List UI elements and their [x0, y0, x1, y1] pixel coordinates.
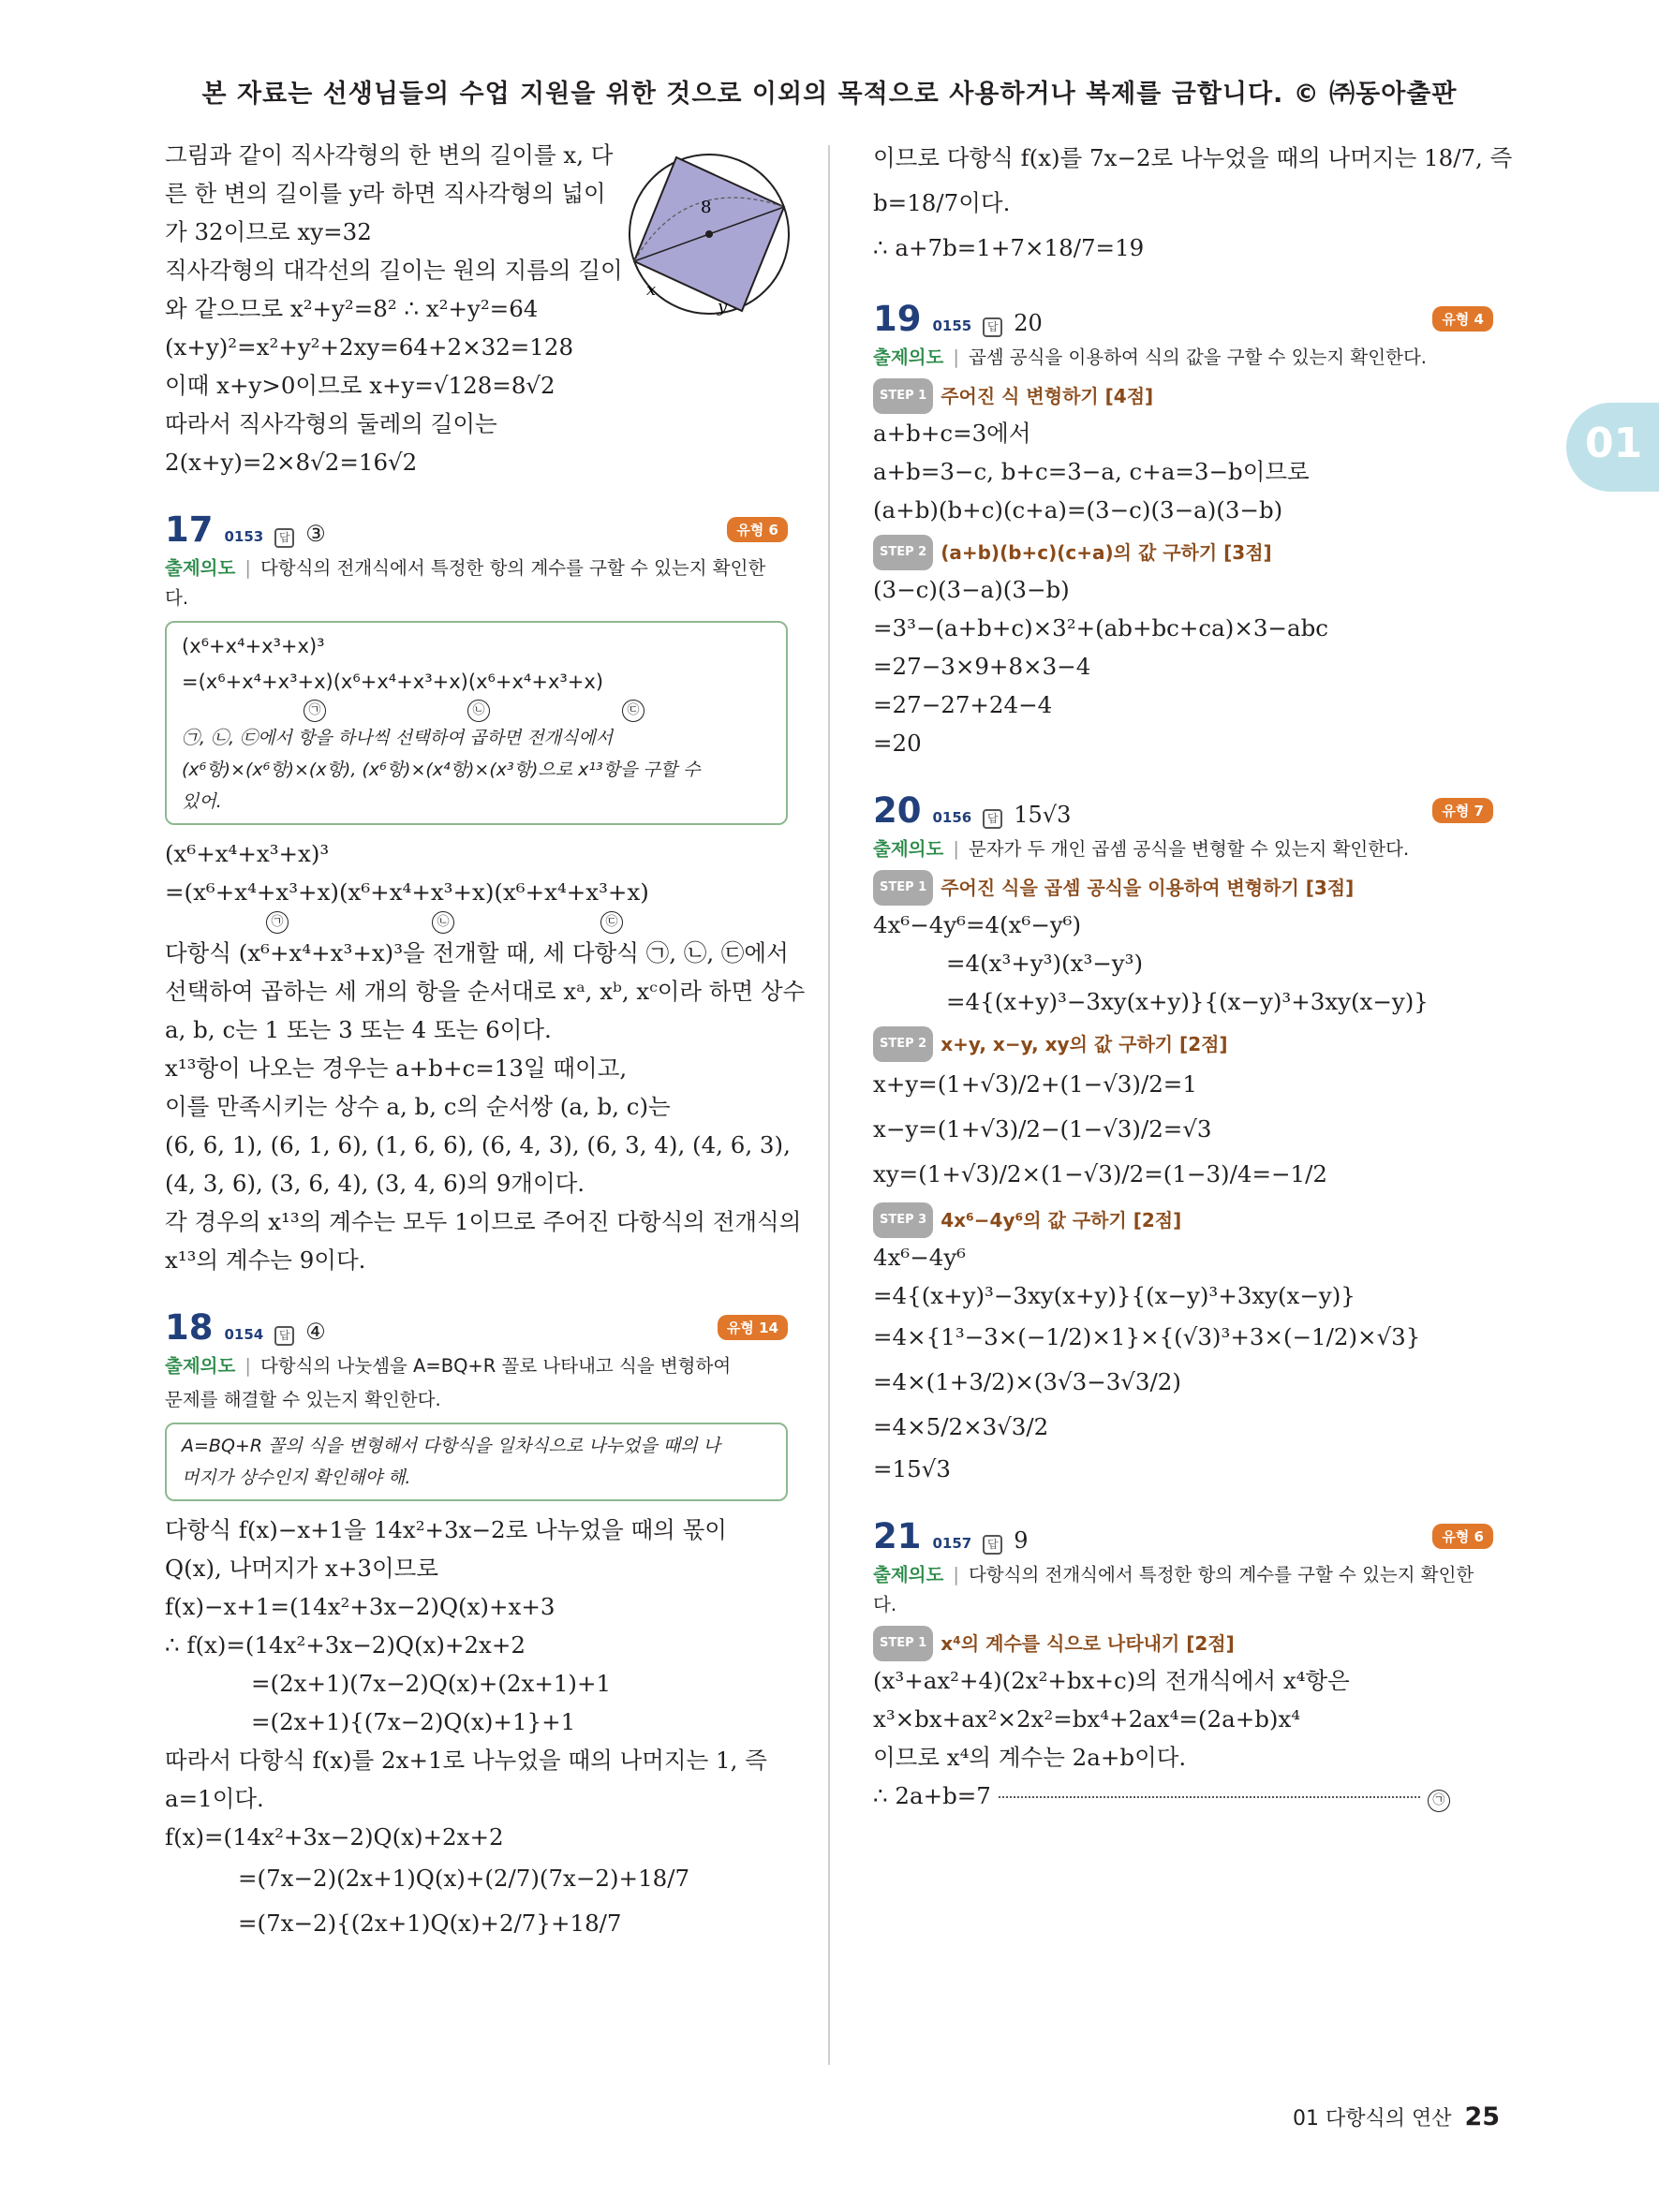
- text-line: 따라서 직사각형의 둘레의 길이는: [165, 410, 497, 437]
- dotted-leader: [999, 1796, 1420, 1798]
- text-line: a+b=3−c, b+c=3−a, c+a=3−b이므로: [873, 458, 1310, 485]
- text-line: x¹³의 계수는 9이다.: [165, 1246, 366, 1274]
- step-header: [873, 535, 1493, 570]
- text-line: 선택하여 곱하는 세 개의 항을 순서대로 xᵃ, xᵇ, xᶜ이라 하면 상수: [165, 978, 806, 1005]
- solution-18-continued: [873, 136, 1513, 271]
- step-title: 주어진 식을 곱셈 공식을 이용하여 변형하기 [3점]: [941, 877, 1355, 899]
- handwritten-note: (x⁶항)×(x⁶항)×(x항), (x⁶항)×(x⁴항)×(x³항)으로 x¹³항을 구할 수: [182, 759, 701, 780]
- note-line: (x⁶+x⁴+x³+x)³: [182, 635, 325, 657]
- final-equation: ∴ 2a+b=7: [873, 1782, 991, 1809]
- text-line: =(2x+1){(7x−2)Q(x)+1}+1: [251, 1708, 576, 1735]
- text-line: 그림과 같이 직사각형의 한 변의 길이를 x, 다: [165, 141, 614, 169]
- problem-number: 18: [165, 1307, 214, 1348]
- intent-text: 문자가 두 개인 곱셈 공식을 변형할 수 있는지 확인한다.: [968, 838, 1410, 860]
- page-number: 25: [1464, 2102, 1501, 2131]
- text-line: a+b+c=3에서: [873, 420, 1031, 447]
- text-line: =4(x³+y³)(x³−y³): [946, 950, 1144, 977]
- text-line: (a+b)(b+c)(c+a)=(3−c)(3−a)(3−b): [873, 496, 1283, 524]
- text-line: b=18/7이다.: [873, 189, 1011, 216]
- step-title: x⁴의 계수를 식으로 나타내기 [2점]: [941, 1632, 1235, 1655]
- problem-code: 0154: [224, 1326, 264, 1343]
- problem-header: [165, 509, 788, 550]
- intent-tag: 출제의도: [165, 1355, 236, 1377]
- step-title: 주어진 식 변형하기 [4점]: [941, 385, 1154, 407]
- problem-header: [873, 790, 1493, 831]
- final-line: [873, 1777, 1493, 1815]
- type-badge: 유형 14: [718, 1315, 788, 1340]
- circled-mark: ㉡: [467, 700, 490, 722]
- text-line: a=1이다.: [165, 1785, 264, 1812]
- text-line: 이때 x+y>0이므로 x+y=√128=8√2: [165, 372, 555, 399]
- copyright-notice: 본 자료는 선생님들의 수업 지원을 위한 것으로 이외의 목적으로 사용하거나 복제를 금합니다. © ㈜동아출판: [201, 80, 1458, 109]
- text-line: 이므로 다항식 f(x)를 7x−2로 나누었을 때의 나머지는 18/7, 즉: [873, 144, 1513, 171]
- problem-code: 0153: [224, 528, 264, 545]
- right-column: [873, 136, 1513, 1815]
- text-line: 이므로 x⁴의 계수는 2a+b이다.: [873, 1744, 1187, 1771]
- intent-tag: 출제의도: [873, 838, 944, 860]
- text-line: 가 32이므로 xy=32: [165, 218, 372, 245]
- intent-line: [165, 1351, 788, 1381]
- problem-code: 0157: [932, 1535, 972, 1552]
- teacher-note-box: [165, 1423, 788, 1501]
- problem-code: 0156: [932, 809, 972, 826]
- text-line: ∴ a+7b=1+7×18/7=19: [873, 234, 1145, 261]
- side-x-label: x: [646, 280, 657, 300]
- text-line: 이를 만족시키는 상수 a, b, c의 순서쌍 (a, b, c)는: [165, 1093, 671, 1120]
- answer-value: ④: [305, 1319, 326, 1345]
- text-line: x¹³항이 나오는 경우는 a+b+c=13일 때이고,: [165, 1054, 628, 1082]
- intent-line: [873, 834, 1493, 864]
- text-line: (4, 3, 6), (3, 6, 4), (3, 4, 6)의 9개이다.: [165, 1170, 585, 1197]
- text-line: =27−27+24−4: [873, 691, 1053, 718]
- text-line: =15√3: [873, 1455, 951, 1482]
- text-line: 와 같으므로 x²+y²=8² ∴ x²+y²=64: [165, 295, 539, 322]
- problem-header: [165, 1307, 788, 1348]
- text-line: =(2x+1)(7x−2)Q(x)+(2x+1)+1: [251, 1670, 612, 1697]
- step-badge: STEP 2: [873, 1026, 933, 1062]
- footer-chapter: 01 다항식의 연산: [1293, 2107, 1452, 2131]
- text-line: 각 경우의 x¹³의 계수는 모두 1이므로 주어진 다항식의 전개식의: [165, 1208, 802, 1235]
- text-line: (6, 6, 1), (6, 1, 6), (1, 6, 6), (6, 4, 3), (6, 3, 4), (4, 6, 3),: [165, 1131, 791, 1158]
- intent-text: 다항식의 전개식에서 특정한 항의 계수를 구할 수 있는지 확인한다.: [873, 1564, 1474, 1615]
- text-line: xy=(1+√3)/2×(1−√3)/2=(1−3)/4=−1/2: [873, 1160, 1327, 1187]
- step-header: [873, 1026, 1493, 1062]
- problem-18: [165, 1307, 788, 1946]
- teacher-note-box: [165, 621, 788, 825]
- type-badge: 유형 7: [1432, 798, 1493, 823]
- text-line: =20: [873, 730, 922, 757]
- type-badge: 유형 6: [727, 517, 788, 542]
- circled-mark: ㉠: [1428, 1790, 1450, 1812]
- intent-line: [165, 553, 788, 613]
- problem-number: 19: [873, 299, 922, 339]
- answer-icon: 답: [983, 809, 1002, 829]
- chapter-side-tab: [1566, 403, 1659, 492]
- text-line: 2(x+y)=2×8√2=16√2: [165, 449, 418, 476]
- separator: |: [953, 347, 959, 368]
- problem-19: [873, 299, 1493, 762]
- separator: |: [244, 557, 251, 579]
- problem-number: 21: [873, 1516, 922, 1556]
- text-line: 4x⁶−4y⁶: [873, 1244, 967, 1271]
- text-line: =4{(x+y)³−3xy(x+y)}{(x−y)³+3xy(x−y)}: [873, 1282, 1355, 1309]
- step-badge: STEP 1: [873, 1626, 933, 1661]
- answer-icon: 답: [274, 1326, 294, 1346]
- solution-16-continued: [165, 136, 788, 481]
- handwritten-note: A=BQ+R 꼴의 식을 변형해서 다항식을 일차식으로 나누었을 때의 나: [182, 1436, 720, 1456]
- answer-value: ③: [305, 521, 326, 547]
- text-line: (3−c)(3−a)(3−b): [873, 576, 1070, 603]
- answer-value: 9: [1014, 1527, 1029, 1554]
- text-line: 른 한 변의 길이를 y라 하면 직사각형의 넓이: [165, 180, 606, 207]
- circled-mark: ㉠: [304, 700, 326, 722]
- step-header: [873, 1202, 1493, 1238]
- step-header: [873, 1626, 1493, 1661]
- text-line: =(7x−2)(2x+1)Q(x)+(2/7)(7x−2)+18/7: [238, 1865, 690, 1892]
- step-badge: STEP 1: [873, 378, 933, 414]
- circled-mark: ㉠: [266, 911, 289, 934]
- problem-number: 17: [165, 509, 214, 550]
- step-title: x+y, x−y, xy의 값 구하기 [2점]: [941, 1033, 1228, 1055]
- intent-line: [873, 1560, 1493, 1620]
- text-line: f(x)=(14x²+3x−2)Q(x)+2x+2: [165, 1823, 504, 1851]
- text-line: ∴ f(x)=(14x²+3x−2)Q(x)+2x+2: [165, 1631, 526, 1659]
- step-header: [873, 870, 1493, 906]
- left-column: [165, 136, 806, 1946]
- text-line: x−y=(1+√3)/2−(1−√3)/2=√3: [873, 1115, 1212, 1143]
- step-header: [873, 378, 1493, 414]
- circled-mark: ㉢: [622, 700, 644, 722]
- type-badge: 유형 6: [1432, 1524, 1493, 1549]
- answer-value: 15√3: [1014, 802, 1072, 828]
- text-line: =4×5/2×3√3/2: [873, 1413, 1049, 1440]
- text-line: 따라서 다항식 f(x)를 2x+1로 나누었을 때의 나머지는 1, 즉: [165, 1747, 767, 1774]
- circled-mark: ㉢: [600, 911, 623, 934]
- step-title: 4x⁶−4y⁶의 값 구하기 [2점]: [941, 1209, 1182, 1231]
- text-line: 다항식 f(x)−x+1을 14x²+3x−2로 나누었을 때의 몫이: [165, 1516, 727, 1543]
- problem-header: [873, 299, 1493, 339]
- intent-text: 다항식의 나눗셈을 A=BQ+R 꼴로 나타내고 식을 변형하여: [259, 1355, 732, 1377]
- intent-text: 다항식의 전개식에서 특정한 항의 계수를 구할 수 있는지 확인한다.: [165, 557, 766, 609]
- text-line: =(7x−2){(2x+1)Q(x)+2/7}+18/7: [238, 1910, 622, 1937]
- text-line: =4×(1+3/2)×(3√3−3√3/2): [873, 1368, 1181, 1395]
- handwritten-note: ㉠, ㉡, ㉢에서 항을 하나씩 선택하여 곱하면 전개식에서: [182, 728, 614, 748]
- handwritten-note: 머지가 상수인지 확인해야 해.: [182, 1467, 411, 1488]
- handwritten-note: 있어.: [182, 791, 222, 812]
- intent-tag: 출제의도: [165, 557, 236, 579]
- text-line: (x+y)²=x²+y²+2xy=64+2×32=128: [165, 333, 574, 361]
- text-line: =3³−(a+b+c)×3²+(ab+bc+ca)×3−abc: [873, 614, 1328, 641]
- problem-header: [873, 1516, 1493, 1556]
- separator: |: [953, 838, 959, 860]
- text-line: (x³+ax²+4)(2x²+bx+c)의 전개식에서 x⁴항은: [873, 1667, 1350, 1694]
- text-line: 4x⁶−4y⁶=4(x⁶−y⁶): [873, 911, 1082, 938]
- text-line: 다항식 (x⁶+x⁴+x³+x)³을 전개할 때, 세 다항식 ㉠, ㉡, ㉢에서: [165, 939, 789, 966]
- answer-icon: 답: [983, 317, 1002, 337]
- separator: |: [244, 1355, 251, 1377]
- separator: |: [953, 1564, 959, 1585]
- intent-text: 곱셈 공식을 이용하여 식의 값을 구할 수 있는지 확인한다.: [968, 347, 1427, 368]
- problem-21: [873, 1516, 1493, 1815]
- body-marks: [165, 911, 788, 934]
- diagonal-label: 8: [701, 198, 712, 217]
- text-line: x³×bx+ax²×2x²=bx⁴+2ax⁴=(2a+b)x⁴: [873, 1705, 1301, 1733]
- note-marks: [182, 700, 771, 722]
- circled-mark: ㉡: [432, 911, 454, 934]
- intent-text-cont: 문제를 해결할 수 있는지 확인한다.: [165, 1389, 441, 1410]
- step-badge: STEP 2: [873, 535, 933, 570]
- problem-20: [873, 790, 1493, 1488]
- text-line: Q(x), 나머지가 x+3이므로: [165, 1555, 438, 1582]
- text-line: =(x⁶+x⁴+x³+x)(x⁶+x⁴+x³+x)(x⁶+x⁴+x³+x): [165, 878, 649, 906]
- text-line: =4×{1³−3×(−1/2)×1}×{(√3)³+3×(−1/2)×√3}: [873, 1323, 1421, 1350]
- intent-line: [873, 343, 1493, 373]
- problem-number: 20: [873, 790, 922, 831]
- step-badge: STEP 1: [873, 870, 933, 906]
- page-footer: [1293, 2102, 1500, 2131]
- text-line: (x⁶+x⁴+x³+x)³: [165, 840, 330, 867]
- step-badge: STEP 3: [873, 1202, 933, 1238]
- step-title: (a+b)(b+c)(c+a)의 값 구하기 [3점]: [941, 541, 1272, 564]
- chapter-side-tab-label: 01: [1585, 420, 1643, 467]
- intent-tag: 출제의도: [873, 1564, 944, 1585]
- text-line: f(x)−x+1=(14x²+3x−2)Q(x)+x+3: [165, 1593, 555, 1620]
- text-line: a, b, c는 1 또는 3 또는 4 또는 6이다.: [165, 1016, 552, 1043]
- note-line: =(x⁶+x⁴+x³+x)(x⁶+x⁴+x³+x)(x⁶+x⁴+x³+x): [182, 671, 604, 693]
- type-badge: 유형 4: [1432, 306, 1493, 332]
- side-y-label: y: [718, 297, 728, 317]
- text-line: x+y=(1+√3)/2+(1−√3)/2=1: [873, 1070, 1197, 1098]
- text-line: 직사각형의 대각선의 길이는 원의 지름의 길이: [165, 257, 623, 284]
- answer-icon: 답: [274, 528, 294, 548]
- answer-value: 20: [1014, 310, 1043, 336]
- problem-17: [165, 509, 806, 1279]
- problem-code: 0155: [932, 317, 972, 334]
- column-divider: [828, 145, 830, 2065]
- text-line: =4{(x+y)³−3xy(x+y)}{(x−y)³+3xy(x−y)}: [946, 988, 1429, 1015]
- text-line: =27−3×9+8×3−4: [873, 653, 1091, 680]
- intent-tag: 출제의도: [873, 347, 944, 368]
- answer-icon: 답: [983, 1535, 1002, 1555]
